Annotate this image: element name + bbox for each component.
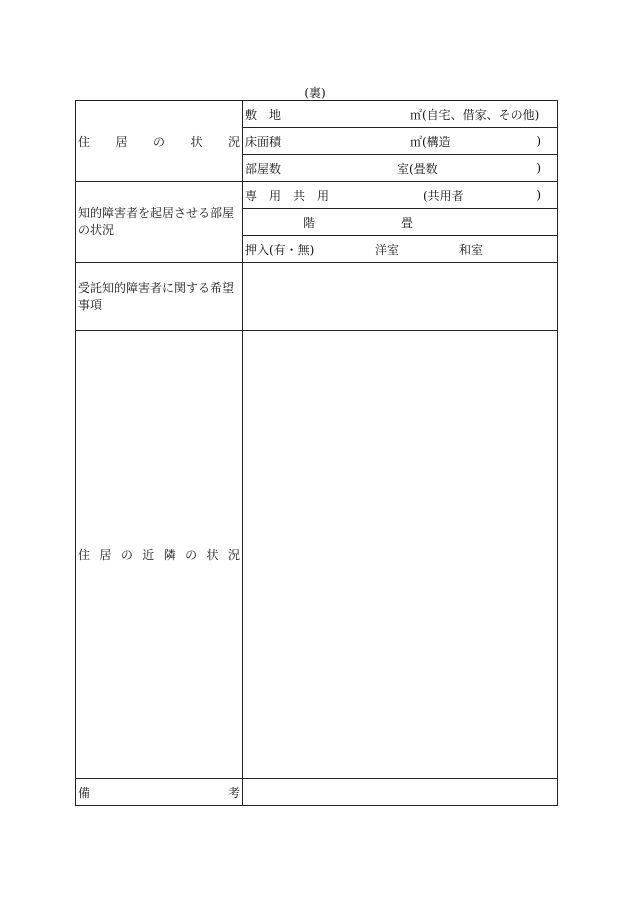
- page-header: (裏): [304, 86, 326, 100]
- japanese-room-label: 和室: [459, 242, 484, 257]
- residence-label-char: 住: [78, 134, 91, 149]
- neighborhood-label-char: の: [185, 548, 198, 562]
- site-value: ㎡(自宅、借家、その他): [410, 107, 540, 122]
- residence-label-char: 居: [115, 134, 128, 149]
- neighborhood-label-char: 近: [142, 548, 155, 562]
- floor-area-value: ㎡(構造: [410, 134, 451, 149]
- closet-label: 押入(有・無): [245, 242, 315, 257]
- exclusive-shared: 専 用 共 用: [245, 188, 330, 203]
- form-table: [75, 100, 558, 806]
- tatami-label: 畳: [401, 215, 414, 230]
- remarks-label: [76, 779, 243, 806]
- floor-area-field[interactable]: [243, 128, 558, 155]
- room-usage-field[interactable]: [243, 182, 558, 209]
- neighborhood-label-char: 住: [78, 548, 91, 562]
- neighborhood-field[interactable]: [243, 331, 558, 779]
- site-field[interactable]: [243, 101, 558, 128]
- shared-with-close: ): [536, 188, 541, 202]
- western-room-label: 洋室: [375, 242, 400, 257]
- neighborhood-label: [76, 331, 243, 779]
- floor-tatami-field[interactable]: [243, 209, 558, 236]
- closet-room-type-field[interactable]: [243, 236, 558, 263]
- room-count-field[interactable]: [243, 155, 558, 182]
- floor-level-label: 階: [303, 215, 316, 230]
- shared-with: (共用者: [423, 188, 464, 203]
- residence-label-char: の: [152, 134, 165, 149]
- remarks-label-char: 考: [227, 785, 240, 800]
- floor-area-close: ): [536, 134, 541, 148]
- site-label: 敷 地: [245, 107, 282, 122]
- neighborhood-label-char: 状: [206, 548, 219, 562]
- neighborhood-label-char: 況: [227, 548, 240, 562]
- remarks-field[interactable]: [243, 779, 558, 806]
- room-count-label: 部屋数: [245, 161, 282, 176]
- room-label: 知的障害者を起居させる部屋の状況: [76, 182, 243, 263]
- floor-area-label: 床面積: [245, 134, 282, 149]
- neighborhood-label-char: の: [120, 548, 133, 562]
- room-count-value: 室(畳数: [397, 161, 438, 176]
- remarks-label-char: 備: [78, 785, 91, 800]
- neighborhood-label-char: 隣: [163, 548, 176, 562]
- residence-label-char: 況: [227, 134, 240, 149]
- room-count-close: ): [536, 161, 541, 175]
- neighborhood-label-char: 居: [99, 548, 112, 562]
- residence-label-char: 状: [190, 134, 203, 149]
- wishes-field[interactable]: [243, 263, 558, 331]
- residence-label: [76, 101, 243, 182]
- wishes-label: 受託知的障害者に関する希望事項: [76, 263, 243, 331]
